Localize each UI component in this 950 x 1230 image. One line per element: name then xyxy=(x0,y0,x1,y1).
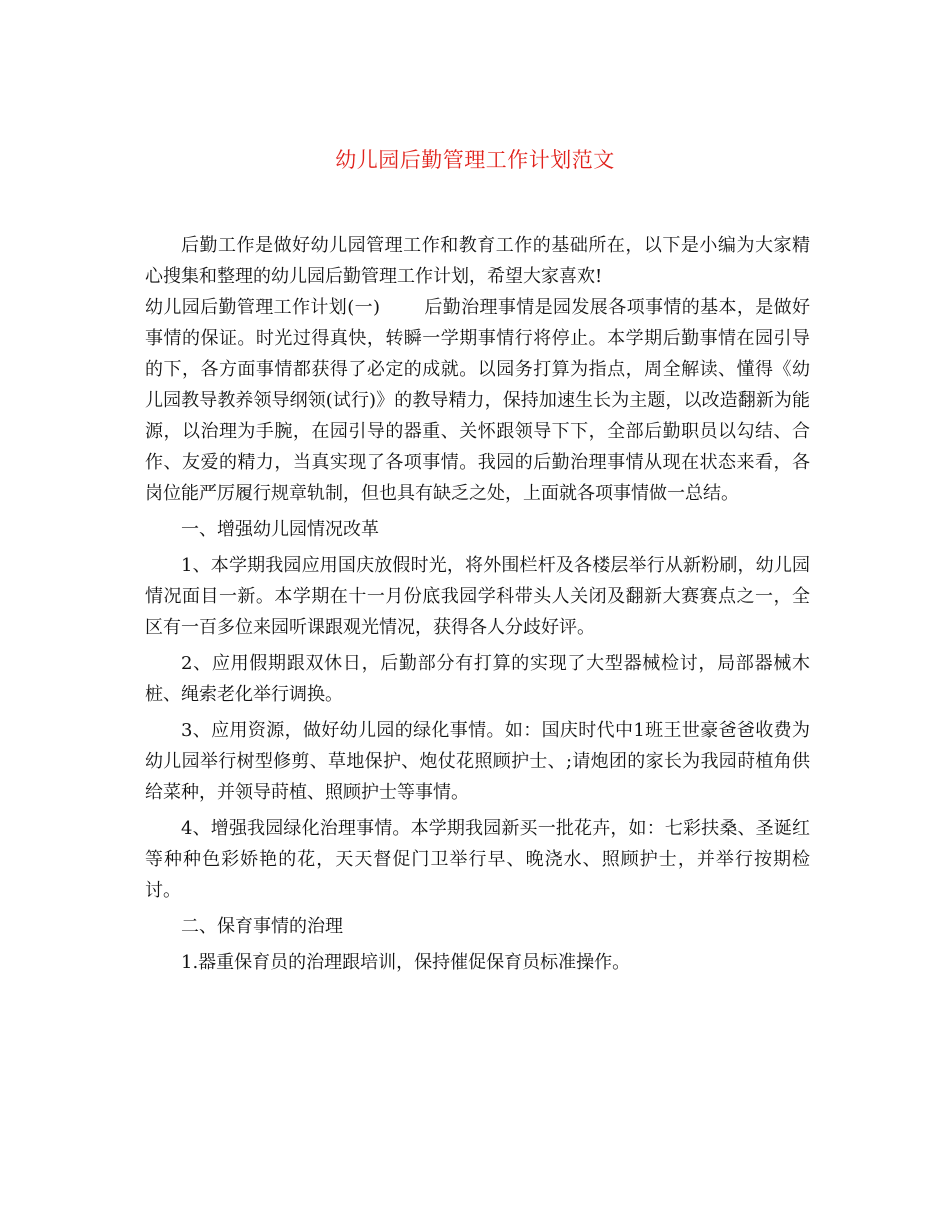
list-item-5: 1.器重保育员的治理跟培训，保持催促保育员标准操作。 xyxy=(181,952,631,973)
list-item-1: 1、本学期我园应用国庆放假时光，将外围栏杆及各楼层举行从新粉刷，幼儿园情况面目一新。本学期在十一月份底我园学科带头人关闭及翻新大赛赛点之一，全区有一百多位来园听课跟观光情况，获得各人分歧好评。 xyxy=(145,555,810,638)
plan-paragraph xyxy=(145,292,810,509)
plan-body: 后勤治理事情是园发展各项事情的基本，是做好事情的保证。时光过得真快，转瞬一学期事情行将停止。本学期后勤事情在园引导的下，各方面事情都获得了必定的成就。以园务打算为指点，周全解读、懂得《幼儿园教导教养领导纲领(试行)》的教导精力，保持加速生长为主题，以改造翻新为能源，以治理为手腕，在园引导的器重、关怀跟领导下下，全部后勤职员以勾结、合作、友爱的精力，当真实现了各项事情。我园的后勤治理事情从现在状态来看，各岗位能严厉履行规章轨制，但也具有缺乏之处，上面就各项事情做一总结。 xyxy=(145,297,810,504)
section-heading-2: 二、保育事情的治理 xyxy=(181,916,343,937)
list-item-2: 2、应用假期跟双休日，后勤部分有打算的实现了大型器械检讨，局部器械木桩、绳索老化举行调换。 xyxy=(145,653,810,705)
plan-title: 幼儿园后勤管理工作计划(一) xyxy=(145,297,380,318)
document-title: 幼儿园后勤管理工作计划范文 xyxy=(335,148,615,172)
list-item-3: 3、应用资源，做好幼儿园的绿化事情。如：国庆时代中1班王世豪爸爸收费为幼儿园举行树型修剪、草地保护、炮仗花照顾护士、;请炮团的家长为我园莳植角供给菜种，并领导莳植、照顾护士等事情。 xyxy=(145,720,810,803)
section-heading-1: 一、增强幼儿园情况改革 xyxy=(181,519,379,540)
list-item-4: 4、增强我园绿化治理事情。本学期我园新买一批花卉，如：七彩扶桑、圣诞红等种种色彩娇艳的花，天天督促门卫举行早、晚浇水、照顾护士，并举行按期检讨。 xyxy=(145,818,810,901)
document-body xyxy=(145,230,810,978)
intro-paragraph: 后勤工作是做好幼儿园管理工作和教育工作的基础所在，以下是小编为大家精心搜集和整理的幼儿园后勤管理工作计划，希望大家喜欢! xyxy=(145,235,810,287)
